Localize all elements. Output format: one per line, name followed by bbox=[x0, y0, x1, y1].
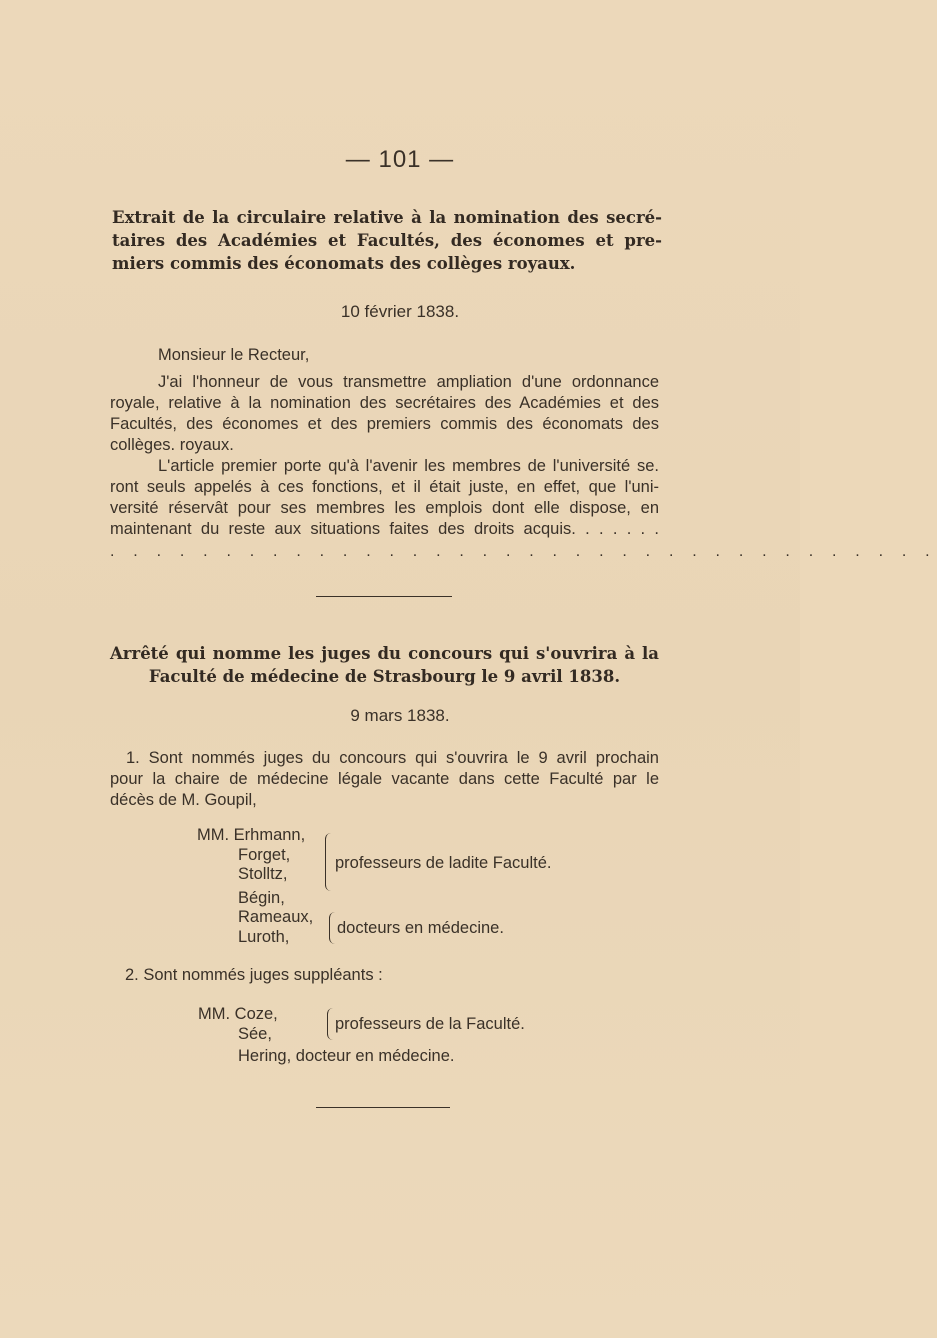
section1-date: 10 février 1838. bbox=[340, 302, 460, 321]
section2-title bbox=[110, 642, 659, 688]
mm-coze: MM. Coze, bbox=[198, 1005, 278, 1023]
paragraph-2 bbox=[110, 456, 659, 540]
judge-name: Forget, bbox=[238, 846, 291, 864]
doctors-list bbox=[238, 907, 313, 947]
judge-name: Rameaux, bbox=[238, 908, 314, 926]
supp-label: professeurs de la Faculté. bbox=[335, 1015, 525, 1033]
page-number: — 101 — bbox=[345, 146, 455, 173]
section1-title-line: taires des Académies et Facultés, des économes et pre- bbox=[112, 231, 662, 250]
end-divider bbox=[316, 1107, 450, 1108]
judge-see: Sée, bbox=[238, 1025, 272, 1043]
article-1 bbox=[110, 748, 659, 811]
salutation: Monsieur le Recteur, bbox=[158, 346, 310, 364]
paragraph-line: maintenant du reste aux situations faites des droits acquis. . . . . . . bbox=[110, 520, 659, 538]
article-line: décès de M. Goupil, bbox=[110, 791, 257, 809]
doctors-label: docteurs en médecine. bbox=[337, 919, 504, 937]
section-divider bbox=[316, 596, 452, 597]
section2-title-line: Arrêté qui nomme les juges du concours qui s'ouvrira à la bbox=[110, 644, 659, 663]
dotted-ellipsis-line: . . . . . . . . . . . . . . . . . . . . . . . . . . . . . . . . . . . . bbox=[110, 543, 937, 560]
paragraph-line: royale, relative à la nomination des secrétaires des Académies et des bbox=[110, 394, 659, 412]
section2-date: 9 mars 1838. bbox=[350, 706, 450, 725]
article-2: 2. Sont nommés juges suppléants : bbox=[125, 966, 383, 984]
paragraph-line: versité réservât pour ses membres les emplois dont elle dispose, en bbox=[110, 499, 659, 517]
brace-doctors bbox=[329, 912, 335, 944]
mm-erhmann: MM. Erhmann, bbox=[197, 826, 306, 844]
judge-name: Bégin, bbox=[238, 889, 285, 907]
brace-supp bbox=[327, 1008, 333, 1040]
article-line: pour la chaire de médecine légale vacante dans cette Faculté par le bbox=[110, 770, 659, 788]
section1-title-line: Extrait de la circulaire relative à la nomination des secré- bbox=[112, 208, 662, 227]
paragraph-1 bbox=[110, 372, 659, 456]
paragraph-line: collèges. royaux. bbox=[110, 436, 234, 454]
paragraph-line: L'article premier porte qu'à l'avenir les membres de l'université se. bbox=[158, 457, 659, 475]
paragraph-line: J'ai l'honneur de vous transmettre ampliation d'une ordonnance bbox=[158, 373, 659, 391]
section1-title bbox=[112, 206, 662, 275]
section2-title-line: Faculté de médecine de Strasbourg le 9 avril 1838. bbox=[148, 667, 621, 686]
paragraph-line: ront seuls appelés à ces fonctions, et il était juste, en effet, que l'uni- bbox=[110, 478, 659, 496]
article-line: 1. Sont nommés juges du concours qui s'ouvrira le 9 avril prochain bbox=[126, 749, 659, 767]
judge-name: Stolltz, bbox=[238, 865, 288, 883]
professors-list bbox=[238, 846, 290, 908]
judge-name: Luroth, bbox=[238, 928, 290, 946]
professors-label: professeurs de ladite Faculté. bbox=[335, 854, 552, 872]
paragraph-line: Facultés, des économes et des premiers commis des économats des bbox=[110, 415, 659, 433]
judge-hering: Hering, docteur en médecine. bbox=[238, 1047, 455, 1065]
brace-professors bbox=[325, 833, 332, 891]
section1-title-line: miers commis des économats des collèges royaux. bbox=[112, 254, 576, 273]
